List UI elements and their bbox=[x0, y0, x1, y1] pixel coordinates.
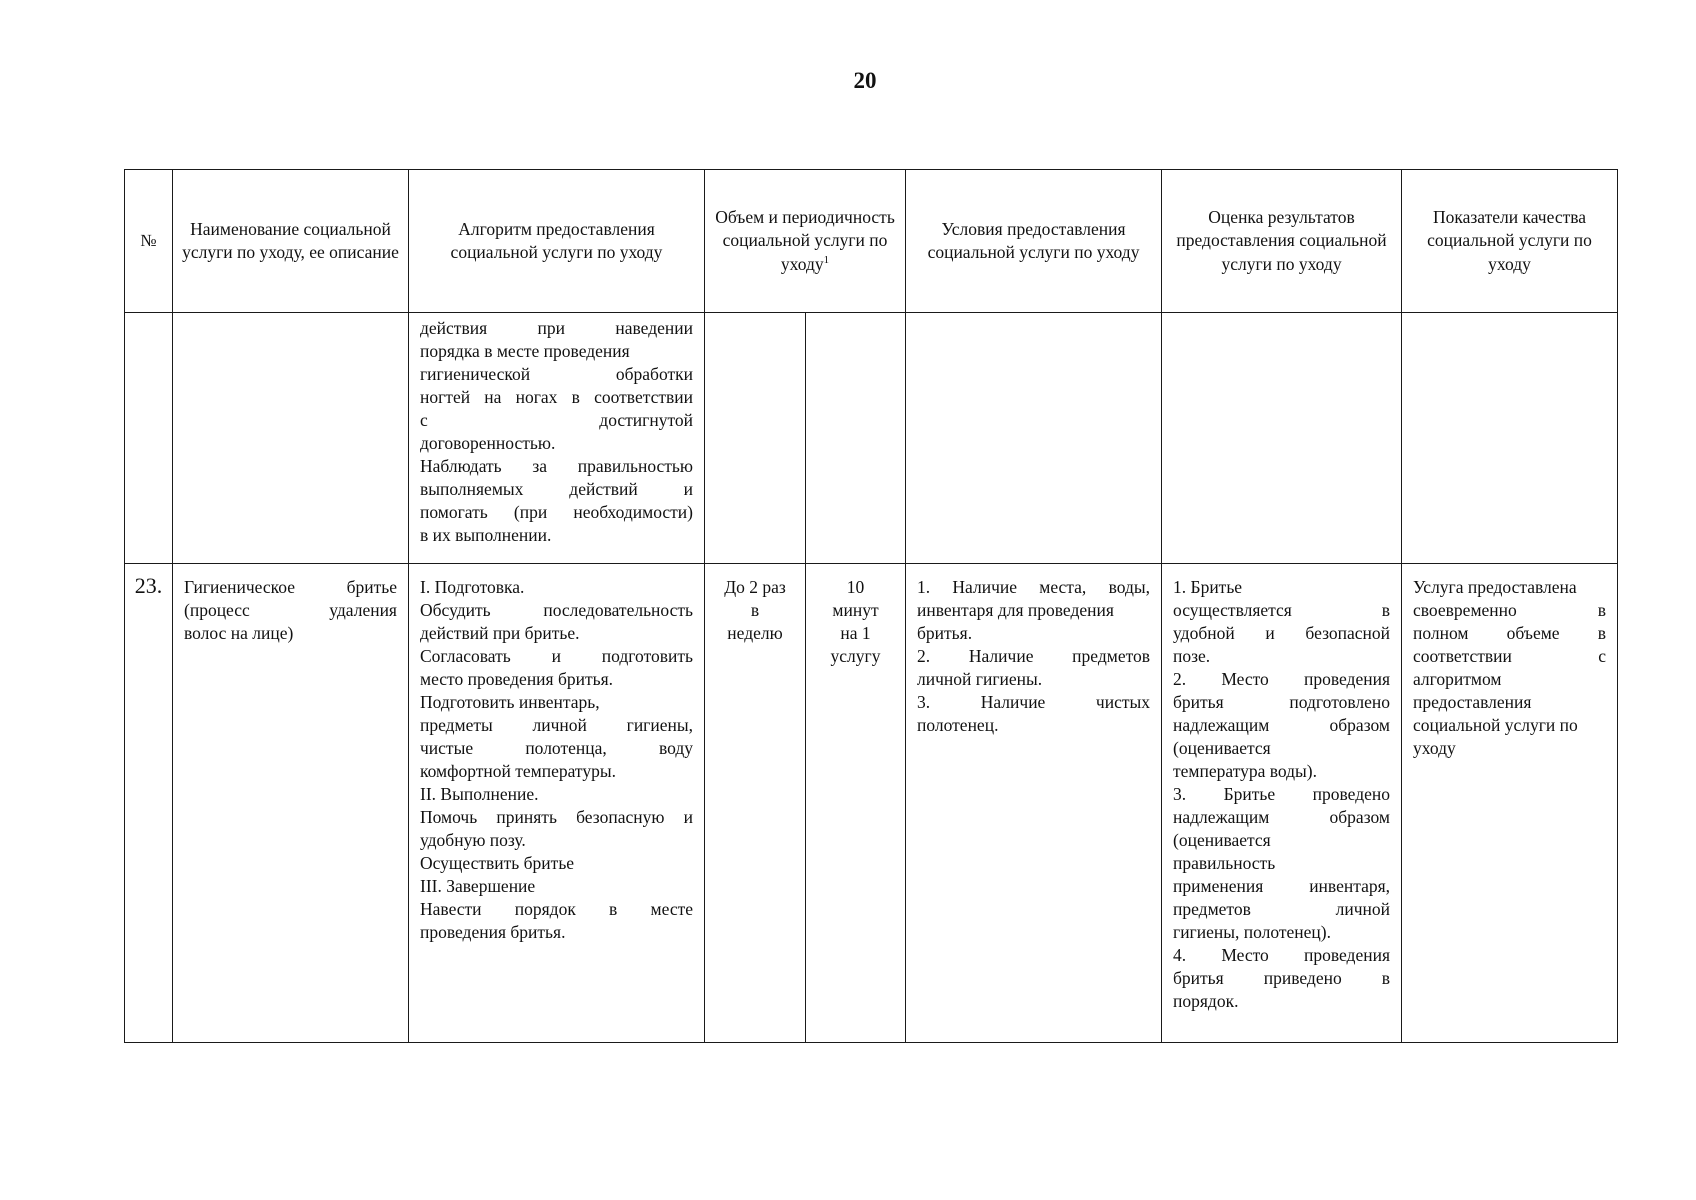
quality-line: полном объеме в bbox=[1413, 623, 1607, 643]
services-table bbox=[124, 169, 1618, 1043]
algorithm-line: гигиенической обработки bbox=[420, 364, 693, 384]
periodicity-line: неделю bbox=[727, 623, 783, 643]
algorithm-line: предметы личной гигиены, bbox=[420, 715, 693, 735]
conditions-line: 3. Наличие чистых bbox=[917, 692, 1151, 712]
header-quality: Показатели качества социальной услуги по уходу bbox=[1402, 170, 1618, 313]
algorithm-line: действия при наведении bbox=[420, 318, 693, 338]
algorithm-line: Помочь принять безопасную и bbox=[420, 807, 693, 827]
cell-name-empty bbox=[173, 313, 409, 564]
row-number: 23. bbox=[125, 564, 173, 1043]
duration-line: на 1 bbox=[840, 623, 871, 643]
cell-algorithm bbox=[409, 313, 705, 564]
name-line: волос на лице) bbox=[184, 623, 294, 643]
algorithm-line: Навести порядок в месте bbox=[420, 899, 693, 919]
algorithm-line: чистые полотенца, воду bbox=[420, 738, 693, 758]
table-header-row bbox=[125, 170, 1618, 313]
quality-line: алгоритмом bbox=[1413, 669, 1502, 689]
cell-conditions bbox=[906, 564, 1162, 1043]
algorithm-line: в их выполнении. bbox=[420, 525, 552, 545]
algorithm-line: комфортной температуры. bbox=[420, 761, 616, 781]
assessment-line: бритья приведено в bbox=[1173, 968, 1391, 988]
periodicity-line: в bbox=[750, 600, 760, 620]
assessment-line: температура воды). bbox=[1173, 761, 1318, 781]
assessment-line: (оценивается bbox=[1173, 738, 1271, 758]
cell-assessment-empty bbox=[1162, 313, 1402, 564]
assessment-line: удобной и безопасной bbox=[1173, 623, 1391, 643]
header-num: № bbox=[125, 170, 173, 313]
duration-line: услугу bbox=[830, 646, 881, 666]
assessment-line: правильность bbox=[1173, 853, 1276, 873]
algorithm-line: Согласовать и подготовить bbox=[420, 646, 693, 666]
quality-line: своевременно в bbox=[1413, 600, 1607, 620]
table-row-continued bbox=[125, 313, 1618, 564]
header-volume-text: Объем и периодичность социальной услуги по уходу bbox=[715, 206, 895, 274]
assessment-line: надлежащим образом bbox=[1173, 715, 1391, 735]
assessment-line: применения инвентаря, bbox=[1173, 876, 1391, 896]
algorithm-line: выполняемых действий и bbox=[420, 479, 693, 499]
header-name: Наименование социальной услуги по уходу, ее описание bbox=[173, 170, 409, 313]
algorithm-line: Осуществить бритье bbox=[420, 853, 575, 873]
algorithm-line: Наблюдать за правильностью bbox=[420, 456, 693, 476]
cell-algorithm bbox=[409, 564, 705, 1043]
cell-num-empty bbox=[125, 313, 173, 564]
header-volume-footnote: 1 bbox=[823, 253, 830, 266]
table-row-23 bbox=[125, 564, 1618, 1043]
algorithm-line: II. Выполнение. bbox=[420, 784, 539, 804]
algorithm-line: I. Подготовка. bbox=[420, 577, 525, 597]
cell-periodicity bbox=[705, 564, 806, 1043]
cell-assessment bbox=[1162, 564, 1402, 1043]
assessment-line: (оценивается bbox=[1173, 830, 1271, 850]
assessment-line: осуществляется в bbox=[1173, 600, 1391, 620]
algorithm-line: действий при бритье. bbox=[420, 623, 580, 643]
algorithm-line: удобную позу. bbox=[420, 830, 526, 850]
cell-conditions-empty bbox=[906, 313, 1162, 564]
header-volume bbox=[705, 170, 906, 313]
algorithm-line: Подготовить инвентарь, bbox=[420, 692, 600, 712]
conditions-line: личной гигиены. bbox=[917, 669, 1043, 689]
algorithm-line: порядка в месте проведения bbox=[420, 341, 630, 361]
assessment-line: 3. Бритье проведено bbox=[1173, 784, 1391, 804]
duration-line: 10 bbox=[846, 577, 865, 597]
quality-line: уходу bbox=[1413, 738, 1456, 758]
assessment-line: надлежащим образом bbox=[1173, 807, 1391, 827]
assessment-line: предметов личной bbox=[1173, 899, 1391, 919]
algorithm-line: договоренностью. bbox=[420, 433, 556, 453]
algorithm-line: с достигнутой bbox=[420, 410, 693, 430]
assessment-line: 1. Бритье bbox=[1173, 577, 1243, 597]
algorithm-line: место проведения бритья. bbox=[420, 669, 614, 689]
quality-line: социальной услуги по bbox=[1413, 715, 1578, 735]
conditions-line: 1. Наличие места, воды, bbox=[917, 577, 1151, 597]
conditions-line: инвентаря для проведения bbox=[917, 600, 1114, 620]
algorithm-line: проведения бритья. bbox=[420, 922, 566, 942]
periodicity-line: До 2 раз bbox=[724, 577, 786, 597]
conditions-line: 2. Наличие предметов bbox=[917, 646, 1151, 666]
header-assessment: Оценка результатов предоставления социальной услуги по уходу bbox=[1162, 170, 1402, 313]
assessment-line: гигиены, полотенец). bbox=[1173, 922, 1331, 942]
quality-line: Услуга предоставлена bbox=[1413, 577, 1577, 597]
assessment-line: позе. bbox=[1173, 646, 1211, 666]
cell-quality-empty bbox=[1402, 313, 1618, 564]
assessment-line: порядок. bbox=[1173, 991, 1239, 1011]
cell-duration-empty bbox=[806, 313, 906, 564]
algorithm-line: ногтей на ногах в соответствии bbox=[420, 387, 693, 407]
cell-quality bbox=[1402, 564, 1618, 1043]
name-line: (процесс удаления bbox=[184, 600, 397, 620]
conditions-line: бритья. bbox=[917, 623, 973, 643]
conditions-line: полотенец. bbox=[917, 715, 999, 735]
algorithm-line: III. Завершение bbox=[420, 876, 536, 896]
name-line: Гигиеническое бритье bbox=[184, 577, 397, 597]
header-conditions: Условия предоставления социальной услуги по уходу bbox=[906, 170, 1162, 313]
quality-line: соответствии с bbox=[1413, 646, 1607, 666]
assessment-line: 2. Место проведения bbox=[1173, 669, 1391, 689]
header-algorithm: Алгоритм предоставления социальной услуги по уходу bbox=[409, 170, 705, 313]
cell-duration bbox=[806, 564, 906, 1043]
duration-line: минут bbox=[832, 600, 879, 620]
assessment-line: бритья подготовлено bbox=[1173, 692, 1391, 712]
quality-line: предоставления bbox=[1413, 692, 1532, 712]
assessment-line: 4. Место проведения bbox=[1173, 945, 1391, 965]
algorithm-line: помогать (при необходимости) bbox=[420, 502, 693, 522]
page-number: 20 bbox=[853, 68, 877, 93]
cell-name bbox=[173, 564, 409, 1043]
algorithm-line: Обсудить последовательность bbox=[420, 600, 693, 620]
cell-periodicity-empty bbox=[705, 313, 806, 564]
